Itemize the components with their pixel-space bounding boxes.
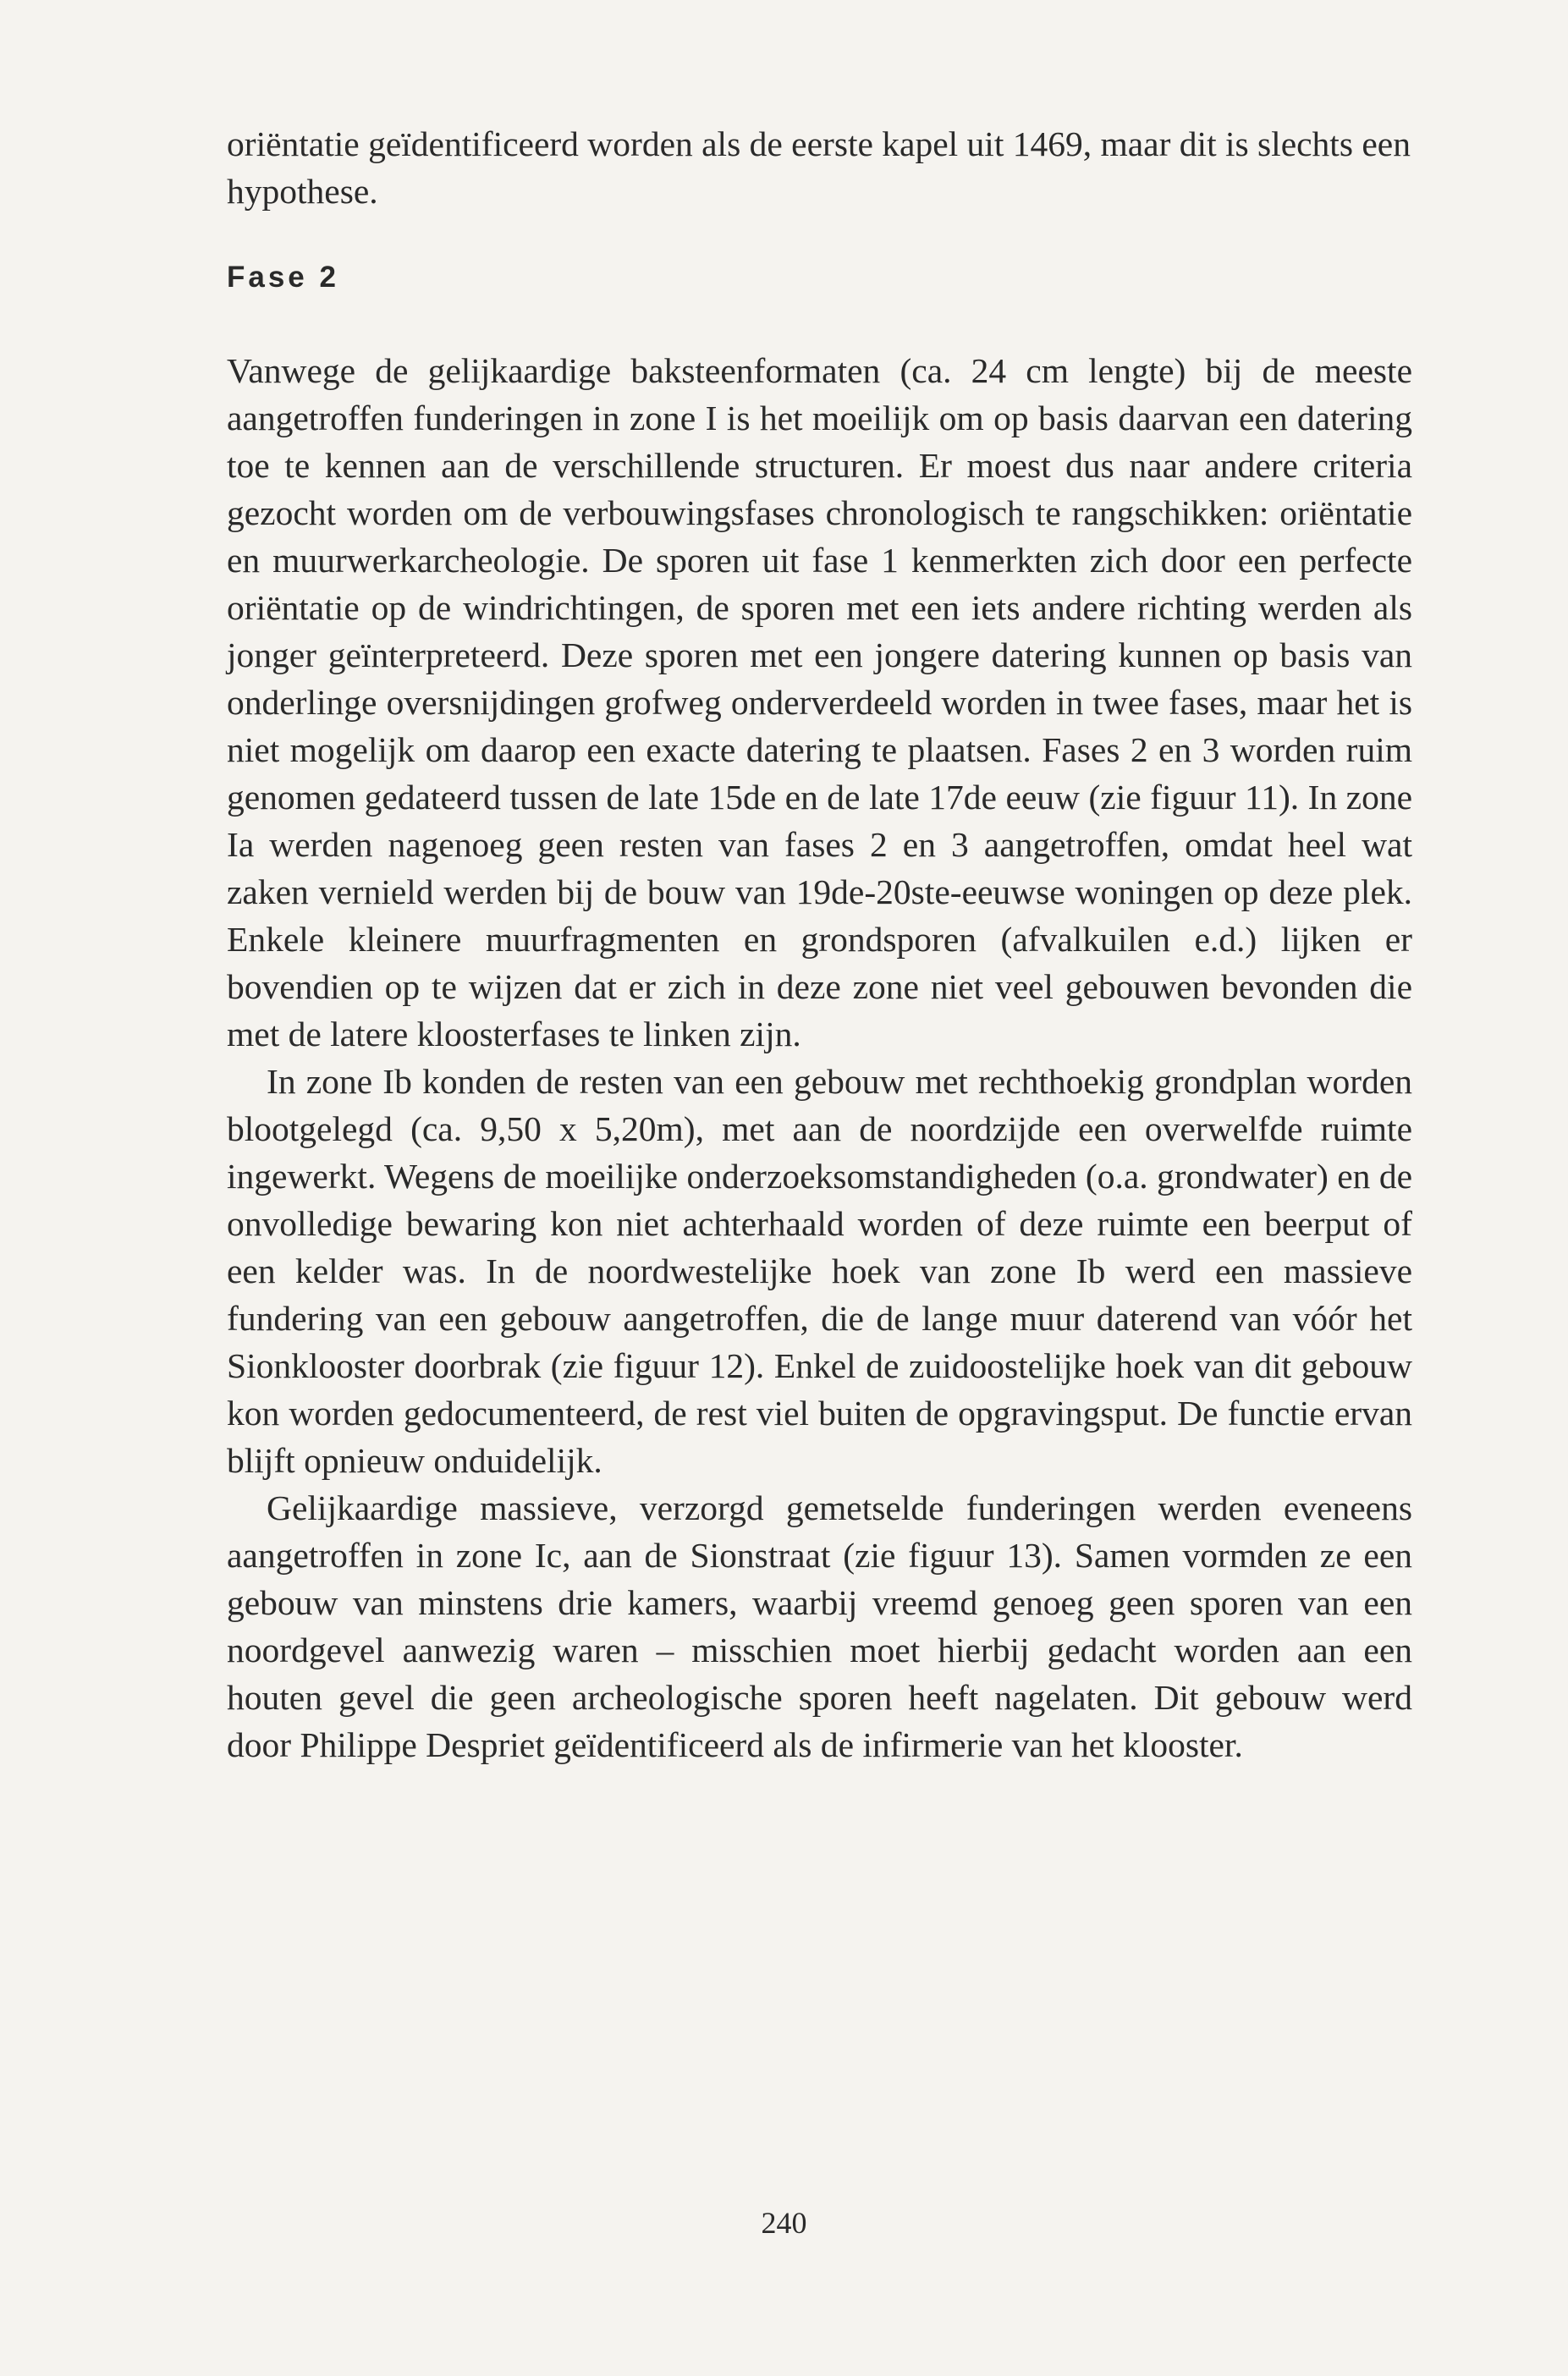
paragraph-3: Gelijkaardige massieve, verzorgd gemetselde funderingen werden eveneens aangetroffen in zone Ic, aan de Sionstraat (zie figuur 13). Samen vormden ze een gebouw van minstens drie kamers, waarbij vreemd genoeg geen sporen van een noordgevel aanwezig waren – misschien moet hierbij gedacht worden aan een houten gevel die geen archeologische sporen heeft nagelaten. Dit gebouw werd door Philippe Despriet geïdentificeerd als de infirmerie van het klooster. (227, 1488, 1412, 1764)
page-number: 240 (761, 2206, 807, 2240)
paragraph-1: Vanwege de gelijkaardige baksteenformaten (ca. 24 cm lengte) bij de meeste aangetroffen funderingen in zone I is het moeilijk om op basis daarvan een datering toe te kennen aan de verschillende structuren. Er moest dus naar andere criteria gezocht worden om de verbouwingsfases chronologisch te rangschikken: oriëntatie en muurwerkarcheologie. De sporen uit fase 1 kenmerkten zich door een perfecte oriëntatie op de windrichtingen, de sporen met een iets andere richting werden als jonger geïnterpreteerd. Deze sporen met een jongere datering kunnen op basis van onderlinge oversnijdingen grofweg onderverdeeld worden in twee fases, maar het is niet mogelijk om daarop een exacte datering te plaatsen. Fases 2 en 3 worden ruim genomen gedateerd tussen de late 15de en de late 17de eeuw (zie figuur 11). In zone Ia werden nagenoeg geen resten van fases 2 en 3 aangetroffen, omdat heel wat zaken vernield werden bij de bouw van 19de-20ste-eeuwse woningen op deze plek. Enkele kleinere muurfragmenten en grondsporen (afvalkuilen e.d.) lijken er bovendien op te wijzen dat er zich in deze zone niet veel gebouwen bevonden die met de latere kloosterfases te linken zijn. (227, 351, 1412, 1053)
body-text (227, 347, 1412, 1768)
intro-paragraph: oriëntatie geïdentificeerd worden als de eerste kapel uit 1469, maar dit is slechts een hypothese. (227, 124, 1411, 211)
section-heading: Fase 2 (227, 261, 339, 294)
paragraph-2: In zone Ib konden de resten van een gebouw met rechthoekig grondplan worden blootgelegd (ca. 9,50 x 5,20m), met aan de noordzijde een overwelfde ruimte ingewerkt. Wegens de moeilijke onderzoeksomstandigheden (o.a. grondwater) en de onvolledige bewaring kon niet achterhaald worden of deze ruimte een beerput of een kelder was. In de noordwestelijke hoek van zone Ib werd een massieve fundering van een gebouw aangetroffen, die de lange muur daterend van vóór het Sionklooster doorbrak (zie figuur 12). Enkel de zuidoostelijke hoek van dit gebouw kon worden gedocumenteerd, de rest viel buiten de opgravingsput. De functie ervan blijft opnieuw onduidelijk. (227, 1062, 1412, 1480)
intro-text (227, 120, 1412, 215)
